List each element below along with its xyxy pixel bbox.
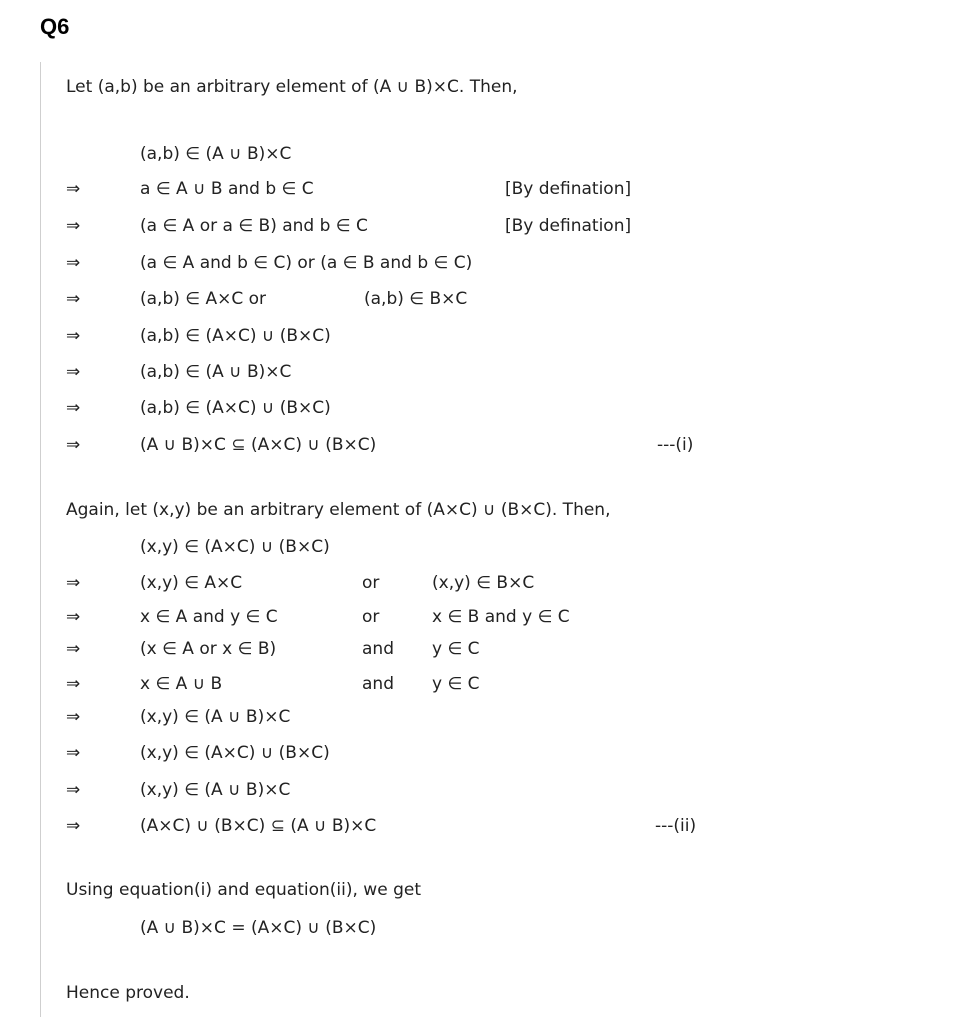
step-connector: and — [362, 674, 394, 694]
intro-text: Let (a,b) be an arbitrary element of (A ∪ B)×C. Then, — [66, 77, 518, 97]
implies-arrow: ⇒ — [66, 639, 81, 659]
implies-arrow: ⇒ — [66, 326, 81, 346]
part2-start: (x,y) ∈ (A×C) ∪ (B×C) — [140, 537, 330, 557]
step-expression: (a,b) ∈ (A ∪ B)×C — [140, 362, 292, 382]
left-margin-rule — [40, 62, 41, 1017]
step-left: (A×C) ∪ (B×C) ⊆ (A ∪ B)×C — [140, 816, 377, 836]
part1-start: (a,b) ∈ (A ∪ B)×C — [140, 144, 292, 164]
implies-arrow: ⇒ — [66, 780, 81, 800]
implies-arrow: ⇒ — [66, 607, 81, 627]
implies-arrow: ⇒ — [66, 707, 81, 727]
step-right: x ∈ B and y ∈ C — [432, 607, 570, 627]
step-expression: (a ∈ A or a ∈ B) and b ∈ C — [140, 216, 368, 236]
step-left: (x ∈ A or x ∈ B) — [140, 639, 277, 659]
step-left: (x,y) ∈ (A ∪ B)×C — [140, 780, 291, 800]
step-left: (x,y) ∈ A×C — [140, 573, 243, 593]
equation-tag: ---(i) — [657, 435, 694, 455]
step-expression: (a,b) ∈ (A×C) ∪ (B×C) — [140, 326, 331, 346]
step-reason: [By defination] — [505, 216, 632, 236]
implies-arrow: ⇒ — [66, 816, 81, 836]
step-reason: [By defination] — [505, 179, 632, 199]
implies-arrow: ⇒ — [66, 216, 81, 236]
step-right: y ∈ C — [432, 674, 480, 694]
step-left: x ∈ A ∪ B — [140, 674, 223, 694]
implies-arrow: ⇒ — [66, 289, 81, 309]
step-right-expression: (a,b) ∈ B×C — [364, 289, 468, 309]
implies-arrow: ⇒ — [66, 743, 81, 763]
step-expression: a ∈ A ∪ B and b ∈ C — [140, 179, 314, 199]
step-expression: (a ∈ A and b ∈ C) or (a ∈ B and b ∈ C) — [140, 253, 473, 273]
step-left: x ∈ A and y ∈ C — [140, 607, 278, 627]
conclusion-text: Hence proved. — [66, 983, 190, 1003]
final-result: (A ∪ B)×C = (A×C) ∪ (B×C) — [140, 918, 377, 938]
implies-arrow: ⇒ — [66, 362, 81, 382]
step-expression: (a,b) ∈ A×C or — [140, 289, 267, 309]
implies-arrow: ⇒ — [66, 435, 81, 455]
again-text: Again, let (x,y) be an arbitrary element of (A×C) ∪ (B×C). Then, — [66, 500, 611, 520]
step-left: (x,y) ∈ (A×C) ∪ (B×C) — [140, 743, 330, 763]
step-expression: (a,b) ∈ (A×C) ∪ (B×C) — [140, 398, 331, 418]
step-connector: or — [362, 607, 380, 627]
using-text: Using equation(i) and equation(ii), we get — [66, 880, 421, 900]
implies-arrow: ⇒ — [66, 398, 81, 418]
step-right: (x,y) ∈ B×C — [432, 573, 535, 593]
step-expression: (A ∪ B)×C ⊆ (A×C) ∪ (B×C) — [140, 435, 377, 455]
step-left: (x,y) ∈ (A ∪ B)×C — [140, 707, 291, 727]
implies-arrow: ⇒ — [66, 179, 81, 199]
equation-tag: ---(ii) — [655, 816, 697, 836]
implies-arrow: ⇒ — [66, 674, 81, 694]
step-connector: and — [362, 639, 394, 659]
step-connector: or — [362, 573, 380, 593]
implies-arrow: ⇒ — [66, 253, 81, 273]
question-number: Q6 — [40, 14, 70, 39]
implies-arrow: ⇒ — [66, 573, 81, 593]
step-right: y ∈ C — [432, 639, 480, 659]
